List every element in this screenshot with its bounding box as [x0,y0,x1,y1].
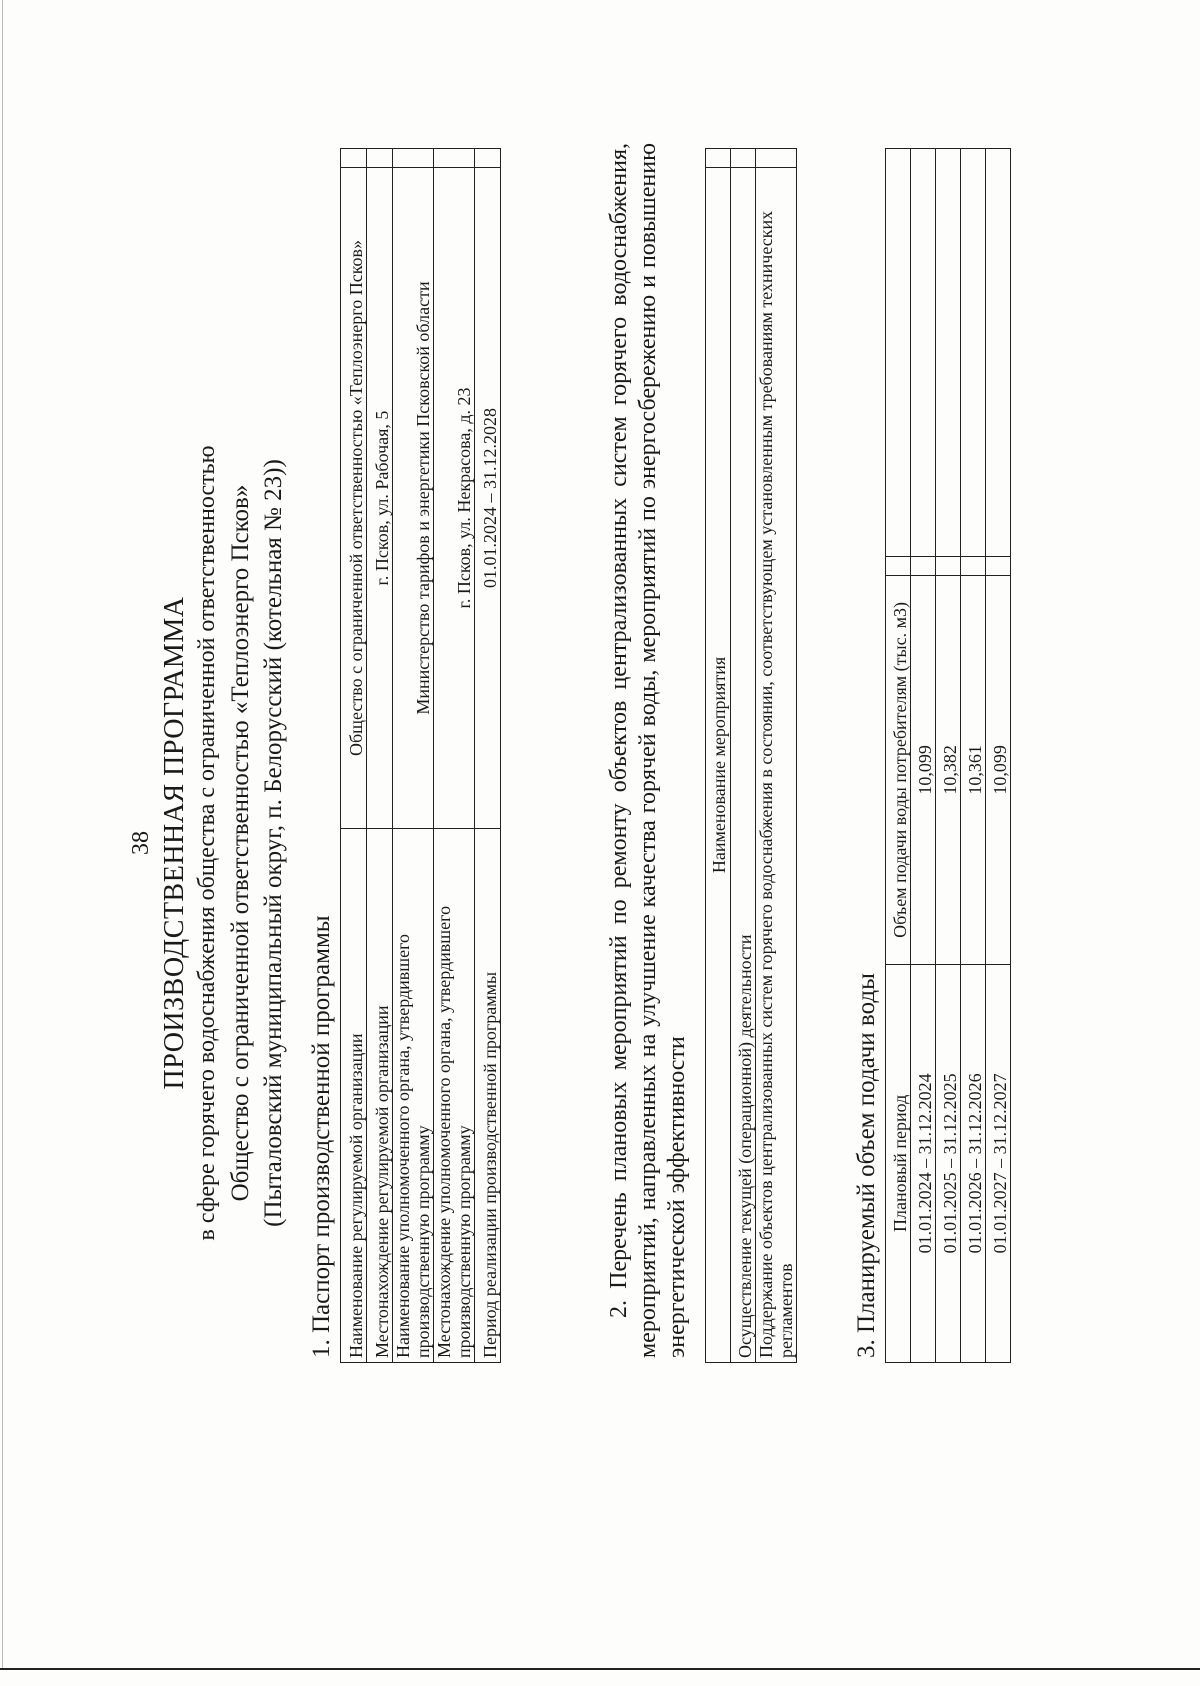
passport-label: Наименование уполномоченного органа, утвердившего производственную программу [393,829,434,1363]
passport-table [340,148,501,1363]
empty-cell [961,149,986,557]
column-header: Наименование мероприятия [706,168,731,1363]
period-cell: 01.01.2025 – 31.12.2025 [936,964,961,1362]
empty-cell [706,149,731,168]
page-number: 38 [128,831,154,855]
title-line-4: (Пыталовский муниципальный округ, п. Белорусский (котельная № 23)) [260,459,287,1227]
table-header-row [706,149,731,1363]
empty-cell [341,149,367,168]
empty-cell [731,149,756,168]
title-line-3: Общество с ограниченной ответственностью «Теплоэнерго Псков» [227,484,254,1202]
volume-cell: 10,099 [986,576,1011,964]
volume-cell: 10,361 [961,576,986,964]
measure-name: Поддержание объектов централизованных систем горячего водоснабжения в состоянии, соответствующем установленным требованиям технических регламентов [756,168,797,1363]
table-row [393,149,434,1363]
empty-cell [961,557,986,576]
measures-table [705,148,797,1363]
empty-cell [911,149,936,557]
passport-value: г. Псков, ул. Некрасова, д. 23 [434,168,475,829]
passport-value: 01.01.2024 – 31.12.2028 [475,168,501,829]
empty-cell [911,557,936,576]
volume-cell: 10,099 [911,576,936,964]
table-row [475,149,501,1363]
table-header-row [886,149,911,1363]
passport-label: Наименование регулируемой организации [341,829,367,1363]
section2-paragraph: 2. Перечень плановых мероприятий по ремонту объектов централизованных систем горячего водоснабжения, мероприятий, направленных на улучшение качества горячей воды, мероприятий по энергосбережению и повышению энергетической эффективности [606,143,690,1358]
empty-cell [475,149,501,168]
title-line-2: в сфере горячего водоснабжения общества с ограниченной ответственностью [194,445,220,1241]
empty-cell [756,149,797,168]
empty-cell [886,149,911,557]
period-cell: 01.01.2027 – 31.12.2027 [986,964,1011,1362]
measure-name: Осуществление текущей (операционной) деятельности [731,168,756,1363]
table-row [367,149,393,1363]
table-row [986,149,1011,1363]
table-row [341,149,367,1363]
empty-cell [936,557,961,576]
period-cell: 01.01.2026 – 31.12.2026 [961,964,986,1362]
column-header-volume: Объем подачи воды потребителям (тыс. м3) [886,576,911,964]
passport-value: Общество с ограниченной ответственностью «Теплоэнерго Псков» [341,168,367,829]
scan-edge-left [2,0,3,1668]
table-row [731,149,756,1363]
table-row [434,149,475,1363]
period-cell: 01.01.2024 – 31.12.2024 [911,964,936,1362]
passport-label: Период реализации производственной программы [475,829,501,1363]
title-line-1: ПРОИЗВОДСТВЕННАЯ ПРОГРАММА [159,596,190,1090]
empty-cell [936,149,961,557]
table-row [961,149,986,1363]
water-volume-table [885,148,1011,1363]
document-title [158,13,290,1673]
passport-label: Местонахождение регулируемой организации [367,829,393,1363]
empty-cell [886,557,911,576]
table-row [936,149,961,1363]
table-row [756,149,797,1363]
empty-cell [367,149,393,168]
rotated-page [10,13,1190,1673]
empty-cell [986,557,1011,576]
volume-cell: 10,382 [936,576,961,964]
passport-value: Министерство тарифов и энергетики Псковской области [393,168,434,829]
empty-cell [434,149,475,168]
empty-cell [986,149,1011,557]
section3-heading: 3. Планируемый объем подачи воды [853,973,880,1358]
column-header-period: Плановый период [886,964,911,1362]
empty-cell [393,149,434,168]
passport-label: Местонахождение уполномоченного органа, утвердившего производственную программу [434,829,475,1363]
section1-heading: 1. Паспорт производственной программы [308,915,335,1358]
passport-value: г. Псков, ул. Рабочая, 5 [367,168,393,829]
table-row [911,149,936,1363]
